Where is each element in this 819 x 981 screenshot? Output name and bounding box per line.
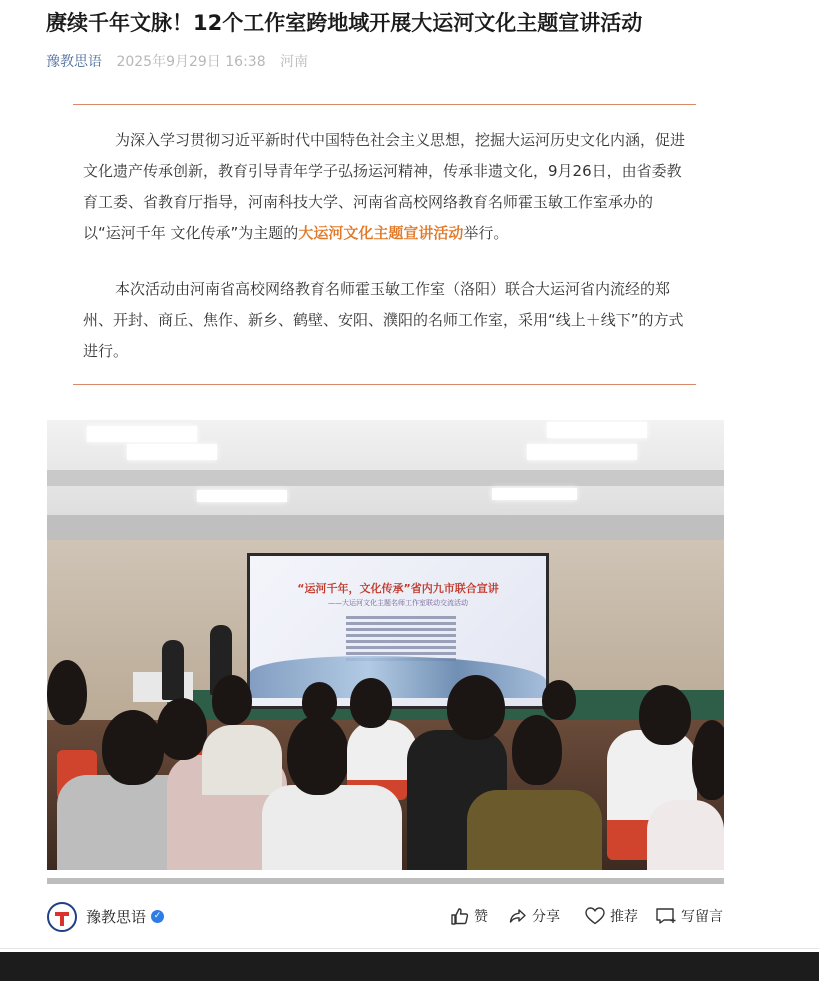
share-button[interactable] [508,904,560,928]
photo-attendee-head [542,680,576,720]
heart-icon [584,906,606,926]
publish-date: 2025年9月29日 16:38 [116,54,266,70]
paragraph-2: 本次活动由河南省高校网络教育名师霍玉敏工作室（洛阳）联合大运河省内流经的郑州、开封、商丘、焦作、新乡、鹤壁、安阳、濮阳的名师工作室，采用“线上＋线下”的方式进行。 [83,280,684,360]
paragraph-1-text: 为深入学习贯彻习近平新时代中国特色社会主义思想，挖掘大运河历史文化内涵，促进文化遗产传承创新，教育引导青年学子弘扬运河精神，传承非遗文化，9月26日，由省委教育工委、省教育厅指导，河南科技大学、河南省高校网络教育名师霍玉敏工作室承办的以“运河千年 文化传承”为主题的 [83,131,686,242]
photo-attendee-head [350,678,392,728]
projection-screen [247,553,549,709]
author-link[interactable]: 豫教思语 [46,54,102,70]
like-button[interactable] [450,904,488,928]
photo-attendee-head [212,675,252,725]
divider-bottom [73,384,696,385]
photo-lamp [492,488,577,500]
photo-lamp [197,490,287,502]
paragraph-1-end: 举行。 [463,224,509,242]
photo-attendee-head [47,660,87,725]
photo-lamp [127,444,217,460]
footer-divider [0,948,819,949]
photo-lamp [87,426,197,442]
recommend-label: 推荐 [610,909,638,925]
photo-attendee [202,725,282,795]
comment-button[interactable] [655,904,723,928]
paragraph-1 [83,125,686,249]
region-label: 河南 [280,54,309,70]
event-photo[interactable] [47,420,724,870]
photo-beam [47,470,724,486]
author-avatar[interactable] [47,902,77,932]
photo-attendee [262,785,402,870]
verified-icon: ✓ [151,910,164,923]
thumbs-up-icon [450,906,470,926]
comment-icon [655,906,677,926]
share-icon [508,906,528,926]
photo-lamp [527,444,637,460]
photo-lamp [547,422,647,438]
recommend-button[interactable] [584,904,638,928]
photo-beam [47,515,724,540]
photo-attendee [647,800,724,870]
photo-attendee-head [692,720,724,800]
bottom-bar [0,952,819,981]
photo-person [162,640,184,700]
article-meta [46,52,308,72]
next-image-edge [47,878,724,884]
photo-attendee-head [287,715,349,795]
photo-attendee-head [157,698,207,760]
like-label: 赞 [474,909,488,925]
share-label: 分享 [532,909,560,925]
highlight-link[interactable]: 大运河文化主题宣讲活动 [298,224,464,242]
photo-attendee-head [639,685,691,745]
footer-author-name[interactable]: 豫教思语 [86,908,147,926]
photo-attendee-head [512,715,562,785]
photo-attendee-head [447,675,505,740]
comment-label: 写留言 [681,909,723,925]
divider-top [73,104,696,105]
photo-attendee-head [302,682,337,722]
screen-subtitle: ——大运河文化主题名师工作室联动交流活动 [328,599,468,607]
photo-attendee [467,790,602,870]
screen-title: “运河千年，文化传承”省内九市联合宣讲 [297,582,499,595]
article-title: 赓续千年文脉！12个工作室跨地域开展大运河文化主题宣讲活动 [46,11,643,35]
photo-attendee-head [102,710,164,785]
